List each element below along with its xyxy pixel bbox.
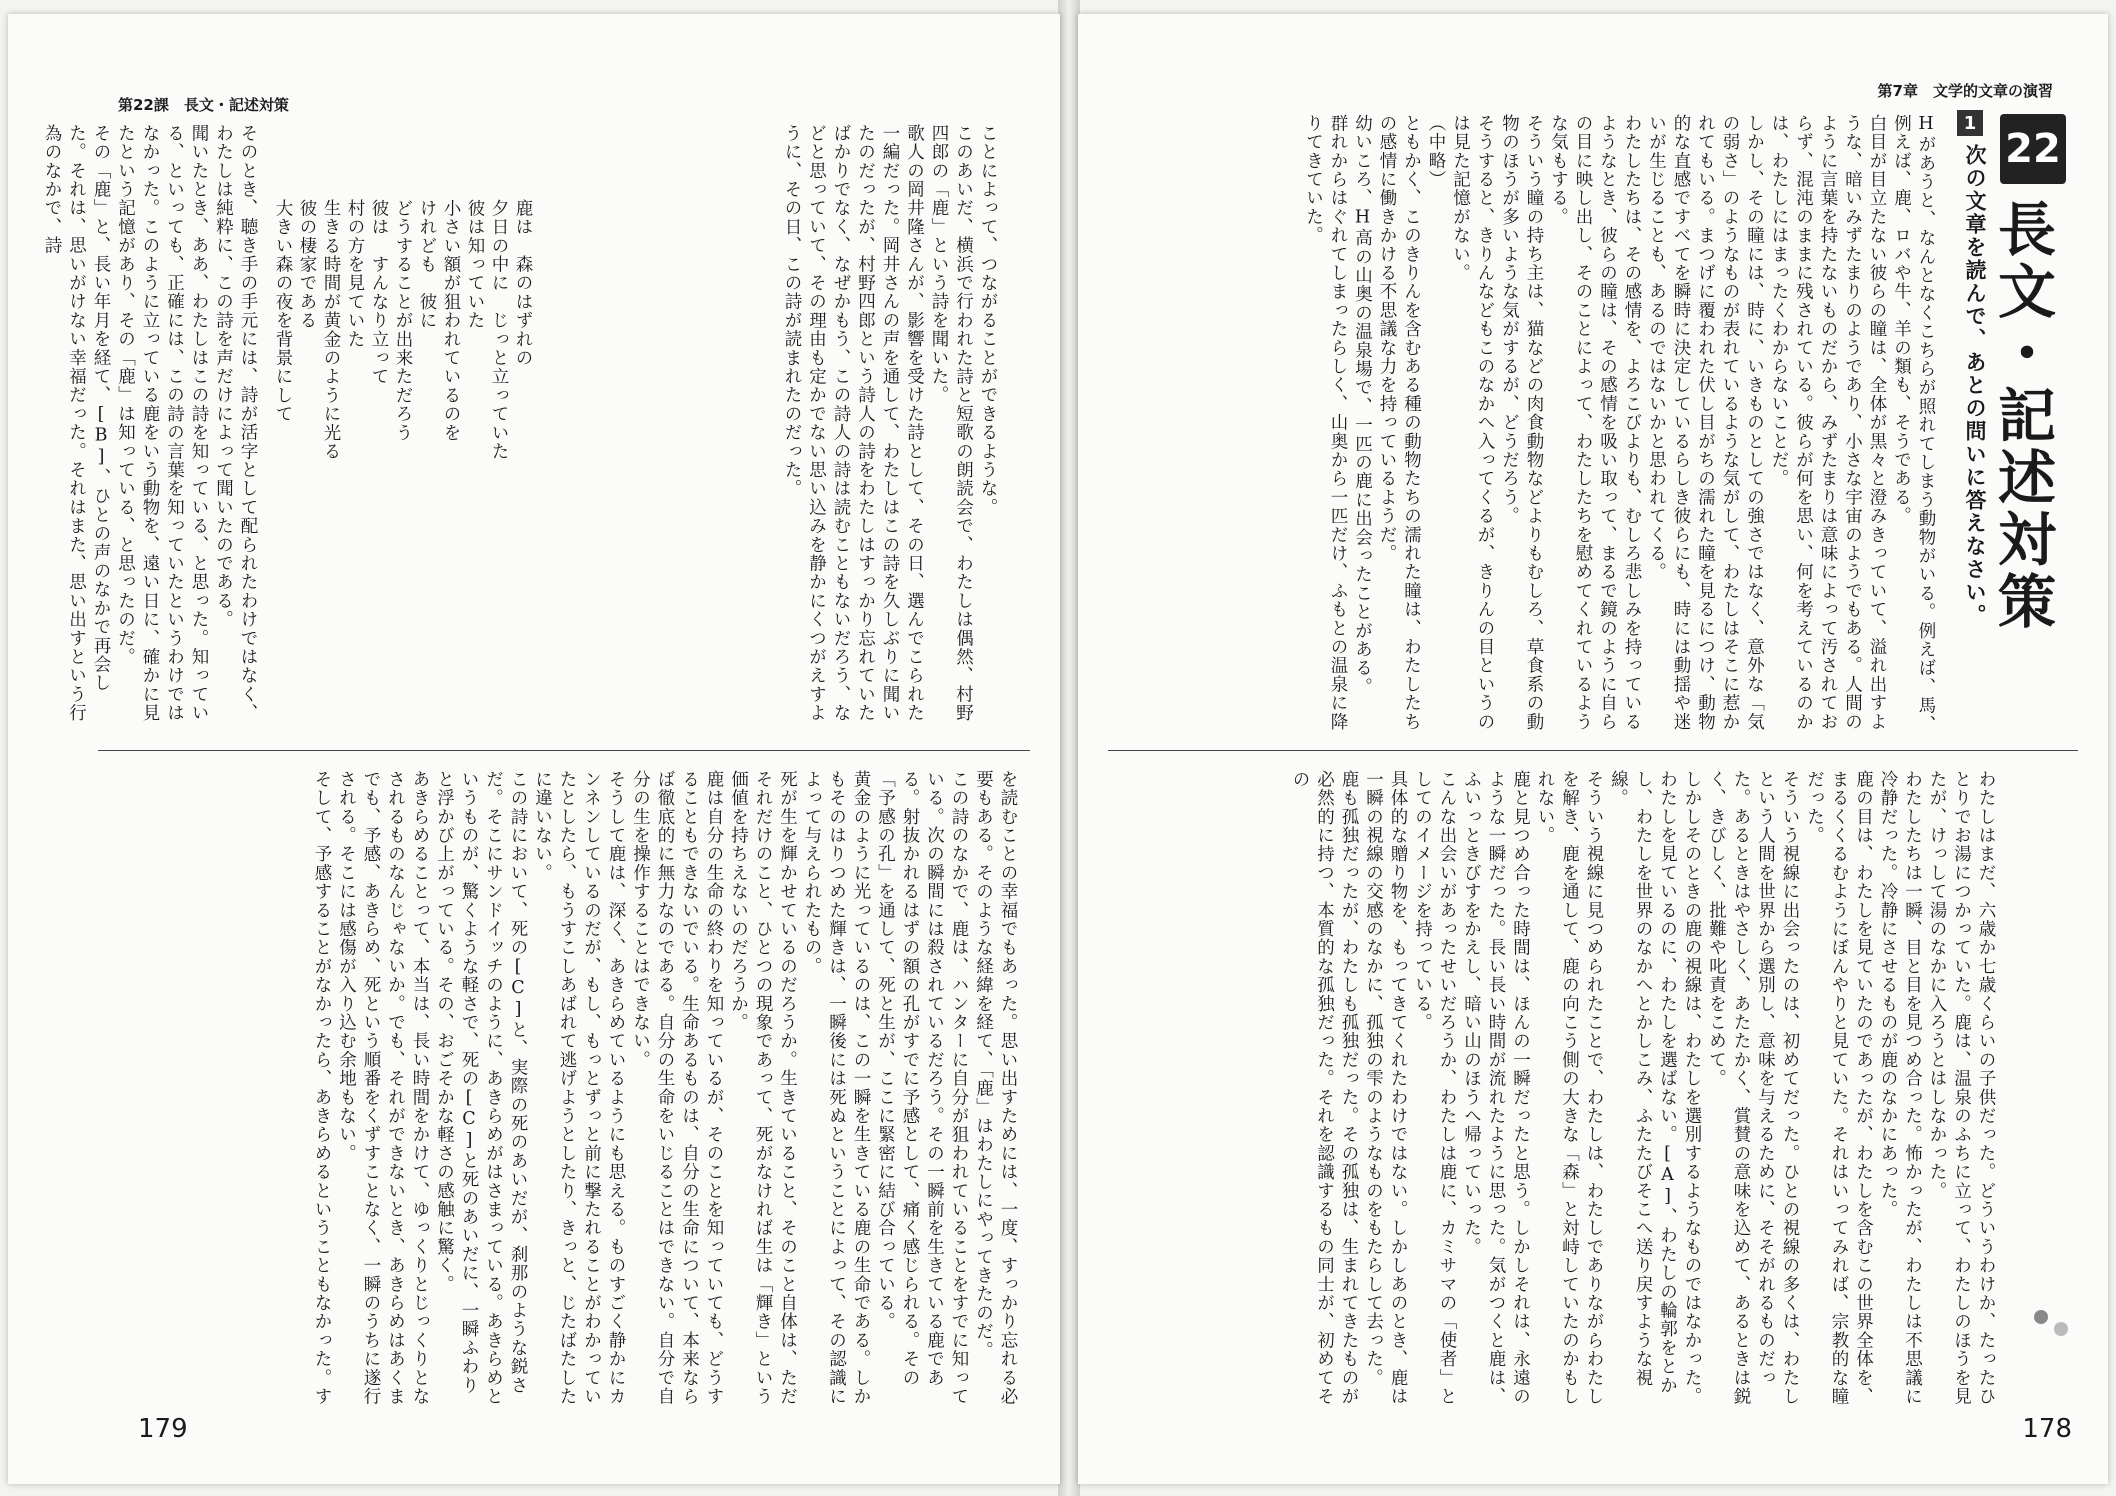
page-number: 179 xyxy=(138,1414,188,1444)
question-number: 1 xyxy=(1957,110,1983,136)
question-instruction: 次の文章を読んで、あとの問いに答えなさい。 xyxy=(1963,144,1987,627)
left-page xyxy=(8,14,1060,1484)
passage-bottom: わたしはまだ、六歳か七歳くらいの子供だった。どういうわけか、たったひとりでお湯につかっていた。鹿は、温泉のふちに立って、わたしのほうを見たが、けっして湯のなかに入ろうとはしなかった。 わたしたちは一瞬、目と目を見つめ合った。怖かったが、わたしは不思議に冷静だった。冷静にさせるものが鹿のなかにあった。 鹿の目は、わたしを見ていたのであったが、わたしを含むこの世界全体を、まるくくるむようにぼんやりと見ていた。それはいってみれば、宗教的な瞳だった。 そういう視線に出会ったのは、初めてだった。ひとの視線の多くは、わたしという人間を世界から選別し、意味を与えるために、そそがれるものだった。あるときはやさしく、あたたかく、賞賛の意味を込めて、あるときは鋭く、きびしく、批難や叱責をこめて。 しかしそのときの鹿の視線は、わたしを選別するようなものではなかった。わたしを見ているのに、わたしを選ばない。[A]、わたしの輪郭をとかし、わたしを世界のなかへとかしこみ、ふたたびそこへ送り戻すような視線。 そういう視線に見つめられたことで、わたしは、わたしでありながらわたしを解き、鹿を通して、鹿の向こう側の大きな「森」と対峙していたのかもしれない。 鹿と見つめ合った時間は、ほんの一瞬だったと思う。しかしそれは、永遠のような一瞬だった。長い長い時間が流れたように思った。気がつくと鹿は、ふいっときびすをかえし、暗い山のほうへ帰っていった。 こんな出会いがあったせいだろうか、わたしは鹿に、カミサマの「使者」としてのイメージを持っている。 具体的な贈り物を、もってきてくれたわけではない。しかしあのとき、鹿は一瞬の視線の交感のなかに、孤独の雫のようなものをもたらして去った。 鹿も孤独だったが、わたしも孤独だった。その孤独は、生まれてきたものが必然的に持つ、本質的な孤独だった。それを認識するもの同士が、初めてその xyxy=(1290,770,1996,1406)
page-number: 178 xyxy=(2022,1414,2072,1444)
passage-bottom: を読むことの幸福でもあった。思い出すためには、一度、すっかり忘れる必要もある。そのような経緯を経て、「鹿」はわたしにやってきたのだ。 この詩のなかで、鹿は、ハンターに自分が狙われていることをすでに知っている。次の瞬間には殺されているだろう。その一瞬前を生きている鹿である。射抜かれるはずの額の孔がすでに予感として、痛く感じられる。その「予感の孔」を通して、死と生が、ここに緊密に結び合っている。 黄金のように光っているのは、この一瞬を生きている鹿の生命である。しかもそのはりつめた輝きは、一瞬後には死ぬということによって、その認識によって与えられたもの。 死が生を輝かせているのだろうか。生きていること、そのこと自体は、ただそれだけのこと、ひとつの現象であって、死がなければ生は「輝き」という価値を持ちえないのだろうか。 鹿は自分の生命の終わりを知っているが、そのことを知っていても、どうすることもできないでいる。生命あるものは、自分の生命について、本来ならば徹底的に無力なのである。自分の生命をいじることはできない。自分で自分の生を操作することはできない。 そうして鹿は、深く、あきらめているようにも思える。ものすごく静かにカンネンしているのだが、もし、もっとずっと前に撃たれることがわかっていたとしたら、もうすこしあばれて逃げようとしたり、きっと、じたばたしたに違いない。 この詩において、死の[C]と、実際の死のあいだが、刹那のような鋭さだ。そこにサンドイッチのように、あきらめがはさまっている。あきらめというものが、驚くような軽さで、死の[C]と死のあいだに、一瞬ふわりと浮かび上がっている。その、おごそかな軽さの感触に驚く。 あきらめることって、本当は、長い時間をかけて、ゆっくりとじっくりとなされるものなんじゃないか。でも、それができないとき、あきらめはあくまでも、予感、あきらめ、死という順番をくずすことなく、一瞬のうちに遂行される。そこには感傷が入り込む余地もない。 そして、予感することがなかったら、あきらめるということもなかった。す xyxy=(312,770,1018,1406)
right-page xyxy=(1078,14,2108,1484)
passage-top-part2: そのとき、聴き手の手元には、詩が活字として配られたわけではなく、わたしは純粋に、この詩を声だけによって聞いたのである。 聞いたとき、ああ、わたしはこの詩を知っている、と思った。知っている、といっても、正確には、この詩の言葉を知っていたというわけではなかった。このように立っている鹿をいう動物を、遠い日に、確かに見たという記憶があり、その「鹿」は知っている、と思ったのだ。 その「鹿」と、長い年月を経て、[B]、ひとの声のなかで再会した。それは、思いがけない幸福だった。それはまた、思い出すという行為のなかで、詩 xyxy=(42,124,258,723)
passage-top: Hがあうと、なんとなくこちらが照れてしまう動物がいる。例えば、馬、例えば、鹿、ロバや牛、羊の類も、そうである。 白目が目立たない彼らの瞳は、全体が黒々と澄みきっていて、溢れ出すような、暗いみずたまりのようであり、小さな宇宙のようでもある。人間のように言葉を持たないものだから、みずたまりは意味によって汚されておらず、混沌のままに残されている。彼らが何を思い、何を考えているのかは、わたしにはまったくわからないことだ。 しかし、その瞳には、時に、いきものとしての強さではなく、意外な「気の弱さ」のようなものが表れているような気がして、わたしはそこに惹かれてもいる。まつげに覆われた伏し目がちの濡れた瞳を見るにつけ、動物的な直感ですべてを瞬時に決定しているらしき彼らにも、時には動揺や迷いが生じることも、あるのではないかと思われてくる。 わたしたちは、その感情を、よろこびよりも、むしろ悲しみを持っているようなとき、彼らの瞳は、その感情を吸い取って、まるで鏡のように自らの目に映し出し、そのことによって、わたしたちを慰めてくれているような気もする。 そういう瞳の持ち主は、猫などの肉食動物などよりもむしろ、草食系の動物のほうが多いような気がするが、どうだろう。 そうすると、きりんなどもこのなかへ入ってくるが、きりんの目というのは見た記憶がない。 （中略） ともかく、このきりんを含むある種の動物たちの濡れた瞳は、わたしたちの感情に働きかける不思議な力を持っているようだ。 幼いころ、H高の山奥の温泉場で、一匹の鹿に出会ったことがある。 群れからはぐれてしまったらしく、山奥から一匹だけ、ふもとの温泉に降りてきていた。 xyxy=(1303,114,1936,734)
passage-top-part1: ことによって、つながることができるような。 このあいだ、横浜で行われた詩と短歌の朗読会で、わたしは偶然、村野四郎の「鹿」という詩を聞いた。 歌人の岡井隆さんが、影響を受けた詩として、その日、選んでこられた一編だった。岡井さんの声を通して、わたしはこの詩を久しぶりに聞いたのだったが、村野四郎という詩人の詩をわたしはすっかり忘れていたばかりでなく、なぜかもう、この詩人の詩は読むこともないだろう、などと思っていて、その理由も定かでない思い込みを静かにくつがえすように、その日、この詩が読まれたのだった。 xyxy=(782,124,998,723)
lesson-title: 長文・記述対策 xyxy=(1988,199,2056,633)
section-divider xyxy=(1108,750,2078,751)
lesson-number-badge: 22 xyxy=(2000,114,2066,184)
decorative-dot xyxy=(2054,1322,2068,1336)
book-spine xyxy=(1058,0,1080,1496)
section-divider xyxy=(98,750,1030,751)
decorative-dot xyxy=(2034,1310,2048,1324)
running-head: 第22課 長文・記述対策 xyxy=(118,96,289,114)
running-head: 第7章 文学的文章の演習 xyxy=(1877,82,2053,100)
deer-poem: 鹿は 森のはずれの 夕日の中に じっと立っていた 彼は知っていた 小さい額が狙われているのを けれども 彼に どうすることが出来ただろう 彼は すんなり立って 村の方を見ていた 生きる時間が黄金のように光る 彼の棲家である 大きい森の夜を背景にして xyxy=(273,199,533,461)
